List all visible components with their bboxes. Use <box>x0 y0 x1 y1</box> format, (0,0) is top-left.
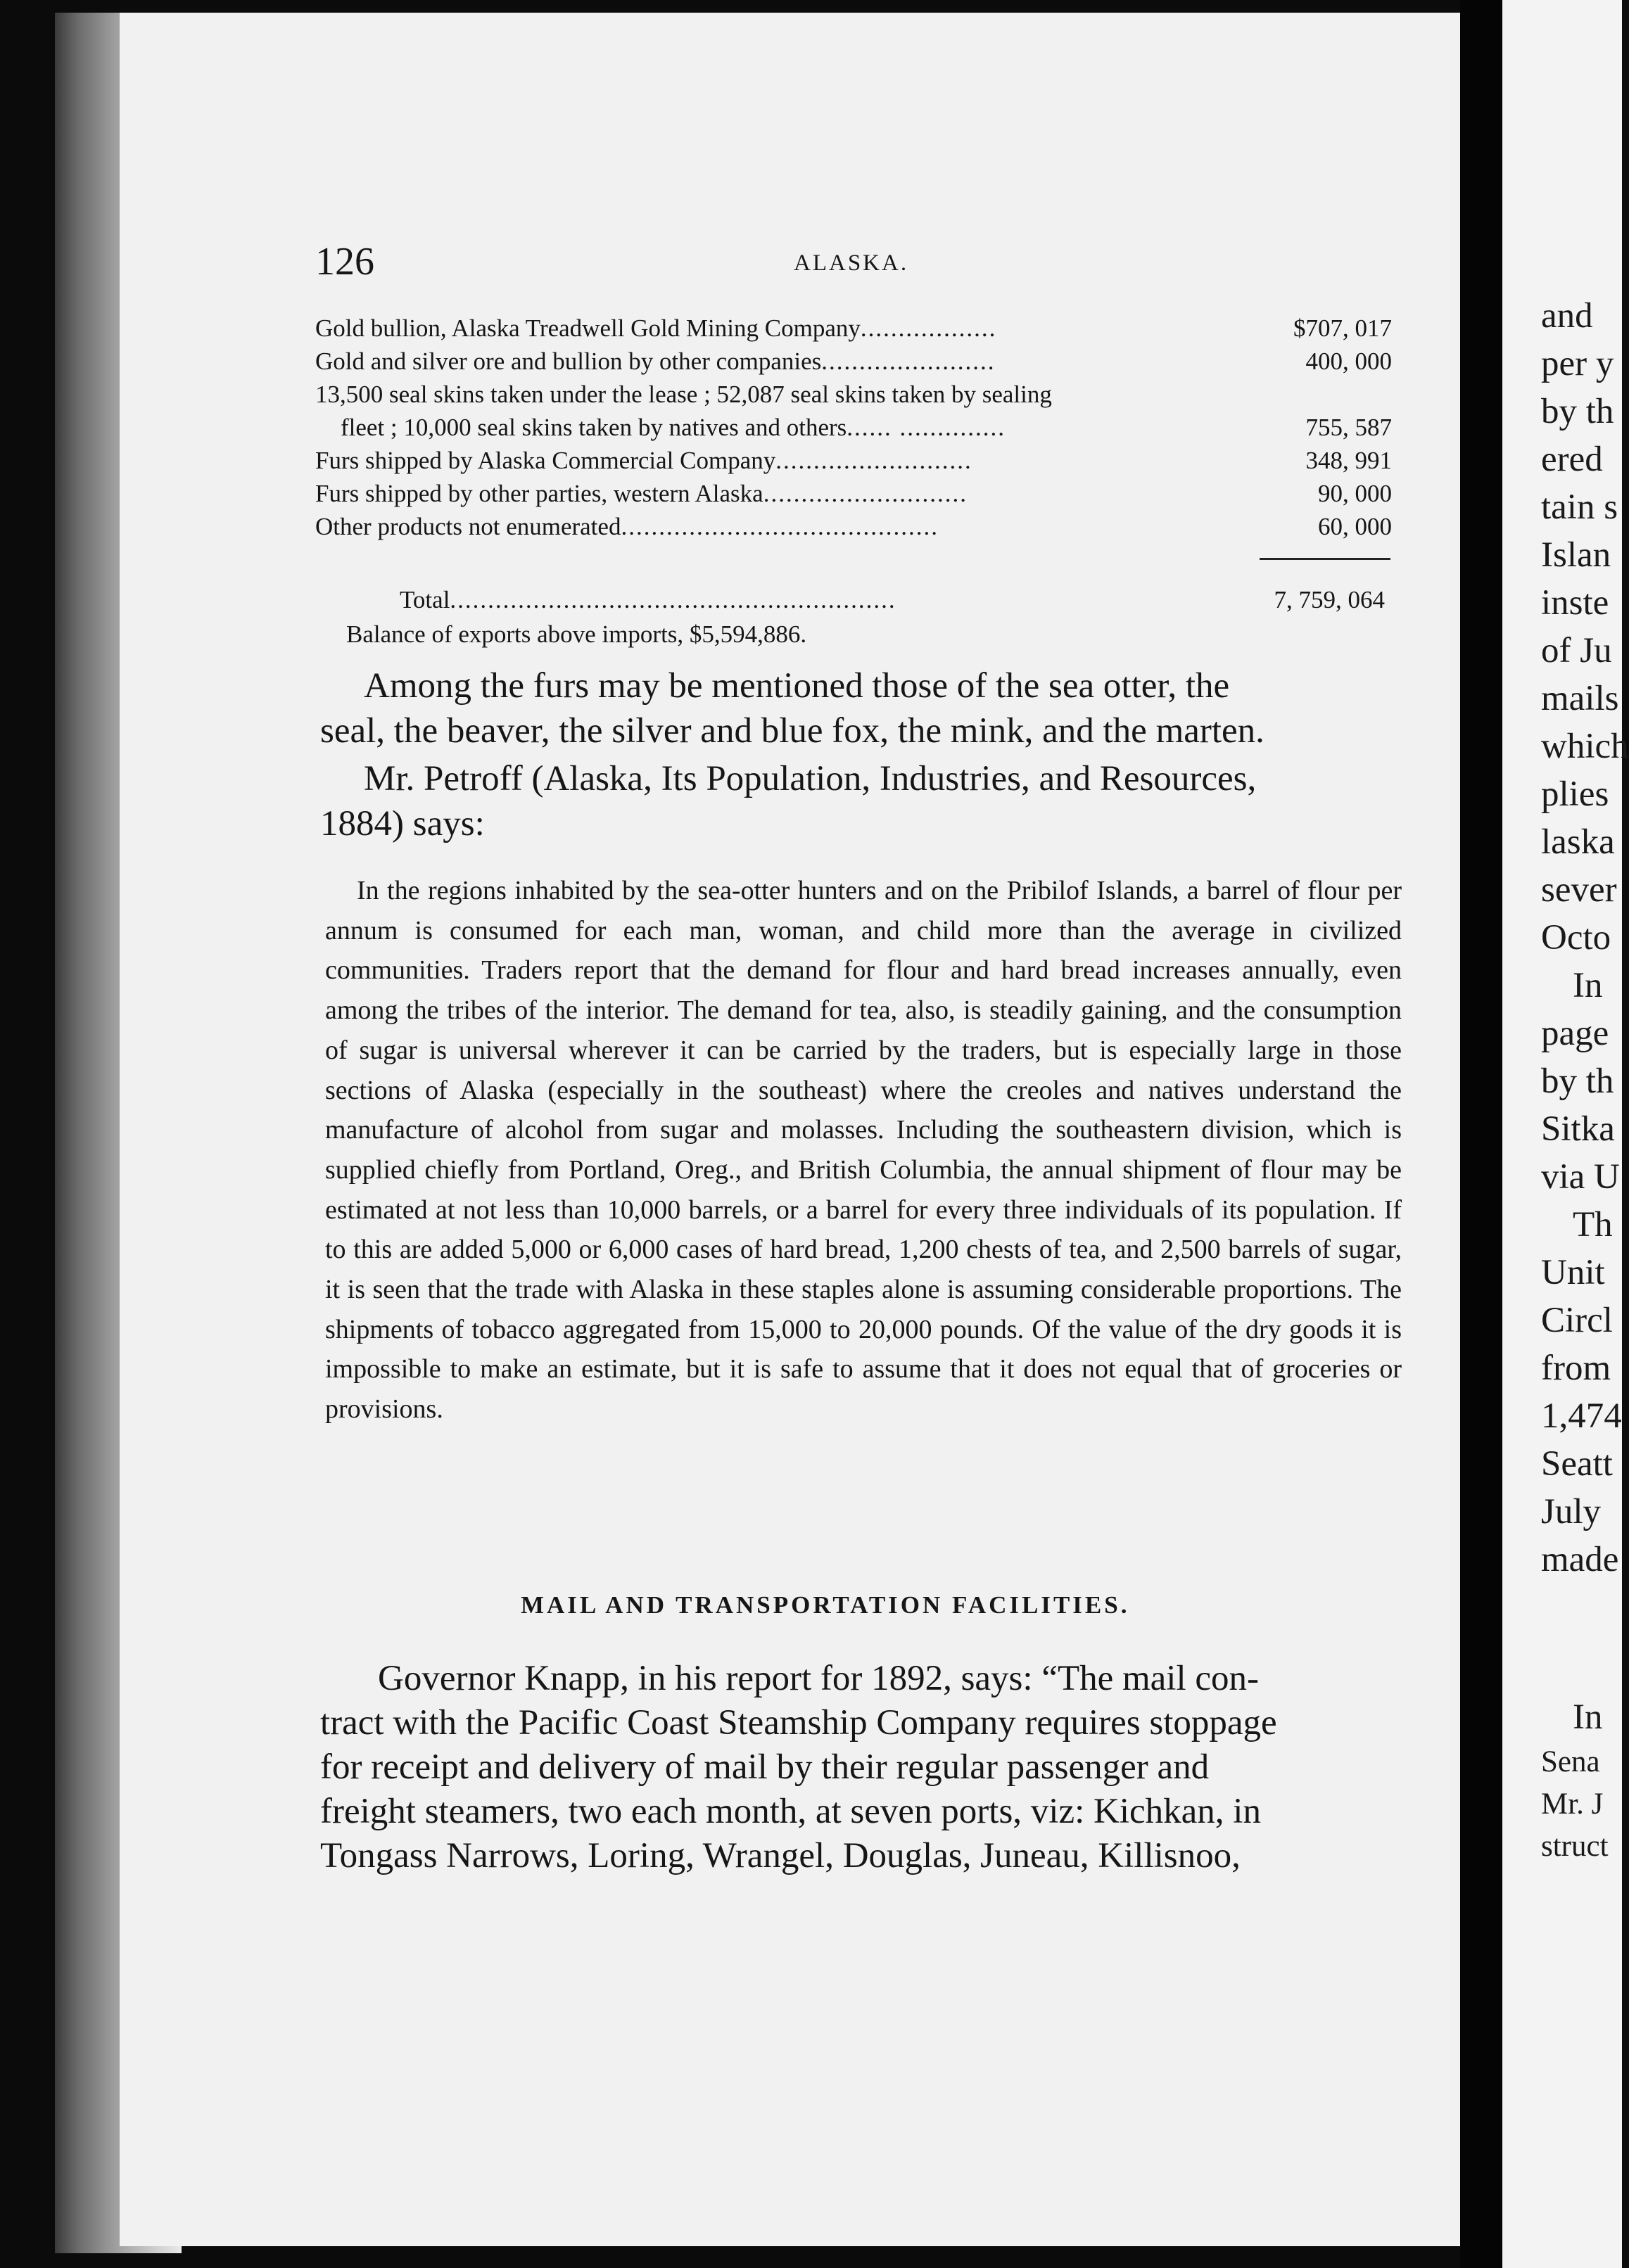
leader-dots: ........................................................... <box>450 586 896 613</box>
facing-line: Sena <box>1541 1745 1600 1778</box>
row-label: Furs shipped by Alaska Commercial Company <box>315 447 776 474</box>
row-label: 13,500 seal skins taken under the lease ; 52,087 seal skins taken by sealing <box>315 381 1052 408</box>
table-row <box>315 444 1399 477</box>
leader-dots: .......................... <box>775 447 972 474</box>
page-header <box>315 239 1399 295</box>
facing-line: Unit <box>1541 1253 1605 1292</box>
leader-dots: ...... .............. <box>847 414 1006 441</box>
facing-line: tain s <box>1541 488 1618 527</box>
facing-line: Islan <box>1541 535 1611 575</box>
facing-line: Sitka <box>1541 1109 1615 1149</box>
leader-dots: ....................... <box>821 348 996 375</box>
page-number: 126 <box>315 240 374 284</box>
facing-line: inste <box>1541 583 1609 623</box>
facing-line: 1,474 <box>1541 1396 1622 1436</box>
row-label: Furs shipped by other parties, western Alaska <box>315 480 763 507</box>
facing-line: per y <box>1541 344 1614 383</box>
balance-note: Balance of exports above imports, $5,594,886. <box>346 620 807 648</box>
quote-text: In the regions inhabited by the sea-otter hunters and on the Pribilof Islands, a barrel of flour per annum is consumed for each man, woman, and child more than the average in civilized communities. Traders report that the demand for flour and hard bread increases annually, even among the tribes of the interior. The demand for tea, also, is steadily gaining, and the consumption of sugar is universal wherever it can be carried by the traders, but is especially large in those sections of Alaska (especially in the southeast) where the creoles and natives understand the manufacture of alcohol from sugar and molasses. Including the southeastern division, which is supplied chiefly from Portland, Oreg., and British Columbia, the annual shipment of flour may be estimated at not less than 10,000 barrels, or a barrel for every three individuals of its population. If to this are added 5,000 or 6,000 cases of hard bread, 1,200 chests of tea, and 2,500 barrels of sugar, it is seen that the trade with Alaska in these staples alone is assuming considerable proportions. The shipments of tobacco aggregated from 15,000 to 20,000 pounds. Of the value of the dry goods it is impossible to make an estimate, but it is safe to assume that it does not equal that of groceries or provisions. <box>325 876 1402 1425</box>
facing-line: made <box>1541 1540 1619 1579</box>
row-amount: $707, 017 <box>1293 314 1392 342</box>
text-line: tract with the Pacific Coast Steamship Company requires stoppage <box>320 1703 1277 1743</box>
table-row <box>315 345 1399 378</box>
facing-line: via U <box>1541 1157 1620 1197</box>
facing-line: plies <box>1541 775 1609 814</box>
facing-line: ered <box>1541 440 1603 479</box>
table-row <box>315 312 1399 345</box>
facing-line: Circl <box>1541 1301 1613 1340</box>
facing-line: Octo <box>1541 918 1611 957</box>
facing-line: by th <box>1541 392 1614 431</box>
section-heading: MAIL AND TRANSPORTATION FACILITIES. <box>521 1591 1130 1619</box>
row-amount: 755, 587 <box>1305 414 1392 441</box>
table-row <box>315 510 1399 543</box>
row-amount: 400, 000 <box>1305 348 1392 375</box>
facing-line: Mr. J <box>1541 1788 1604 1821</box>
table-row <box>315 411 1399 444</box>
running-head: ALASKA. <box>794 250 909 276</box>
total-rule <box>1260 558 1390 560</box>
facing-line: page <box>1541 1014 1609 1053</box>
row-amount: 60, 000 <box>1318 513 1392 540</box>
facing-line: In <box>1573 966 1603 1005</box>
text-line: Tongass Narrows, Loring, Wrangel, Douglas, Juneau, Killisnoo, <box>320 1836 1241 1875</box>
text-line: 1884) says: <box>320 804 485 843</box>
total-amount: 7, 759, 064 <box>1274 586 1385 613</box>
book-gutter <box>1460 0 1506 2268</box>
row-label: fleet ; 10,000 seal skins taken by natives and others <box>341 414 847 441</box>
facing-line: Th <box>1573 1205 1613 1244</box>
text-line: Governor Knapp, in his report for 1892, says: “The mail con- <box>378 1659 1260 1698</box>
facing-page-fragment <box>1502 0 1629 2268</box>
leader-dots: ........................... <box>763 480 968 507</box>
facing-line: Seatt <box>1541 1444 1613 1484</box>
facing-line: which <box>1541 727 1629 766</box>
row-amount: 90, 000 <box>1318 480 1392 507</box>
text-line: Among the furs may be mentioned those of the sea otter, the <box>364 666 1230 706</box>
facing-line: from <box>1541 1349 1611 1388</box>
row-label: Gold and silver ore and bullion by other companies <box>315 348 822 375</box>
block-quote <box>325 871 1402 1429</box>
facing-line: of Ju <box>1541 631 1612 670</box>
text-line: freight steamers, two each month, at seven ports, viz: Kichkan, in <box>320 1792 1261 1831</box>
paragraph-furs <box>320 663 1404 753</box>
row-label: Other products not enumerated <box>315 513 621 540</box>
facing-line: mails <box>1541 679 1619 718</box>
total-row <box>400 583 1392 616</box>
facing-line: July <box>1541 1492 1602 1531</box>
leader-dots: .......................................... <box>621 513 939 540</box>
text-line: for receipt and delivery of mail by their regular passenger and <box>320 1747 1210 1787</box>
total-label: Total <box>400 586 450 613</box>
table-row <box>315 378 1399 411</box>
row-label: Gold bullion, Alaska Treadwell Gold Mining Company <box>315 314 861 342</box>
exports-table <box>315 312 1399 648</box>
facing-line: In <box>1573 1697 1603 1737</box>
facing-line: by th <box>1541 1062 1614 1101</box>
table-row <box>315 477 1399 510</box>
facing-line: sever <box>1541 870 1617 910</box>
paragraph-petroff <box>320 756 1404 846</box>
facing-line: and <box>1541 296 1593 336</box>
facing-line: struct <box>1541 1830 1609 1863</box>
row-amount: 348, 991 <box>1305 447 1392 474</box>
text-line: seal, the beaver, the silver and blue fox, the mink, and the marten. <box>320 711 1264 751</box>
text-line: Mr. Petroff (Alaska, Its Population, Industries, and Resources, <box>364 759 1257 798</box>
leader-dots: .................. <box>860 314 997 342</box>
facing-line: laska <box>1541 822 1615 862</box>
paragraph-knapp <box>320 1657 1404 1878</box>
